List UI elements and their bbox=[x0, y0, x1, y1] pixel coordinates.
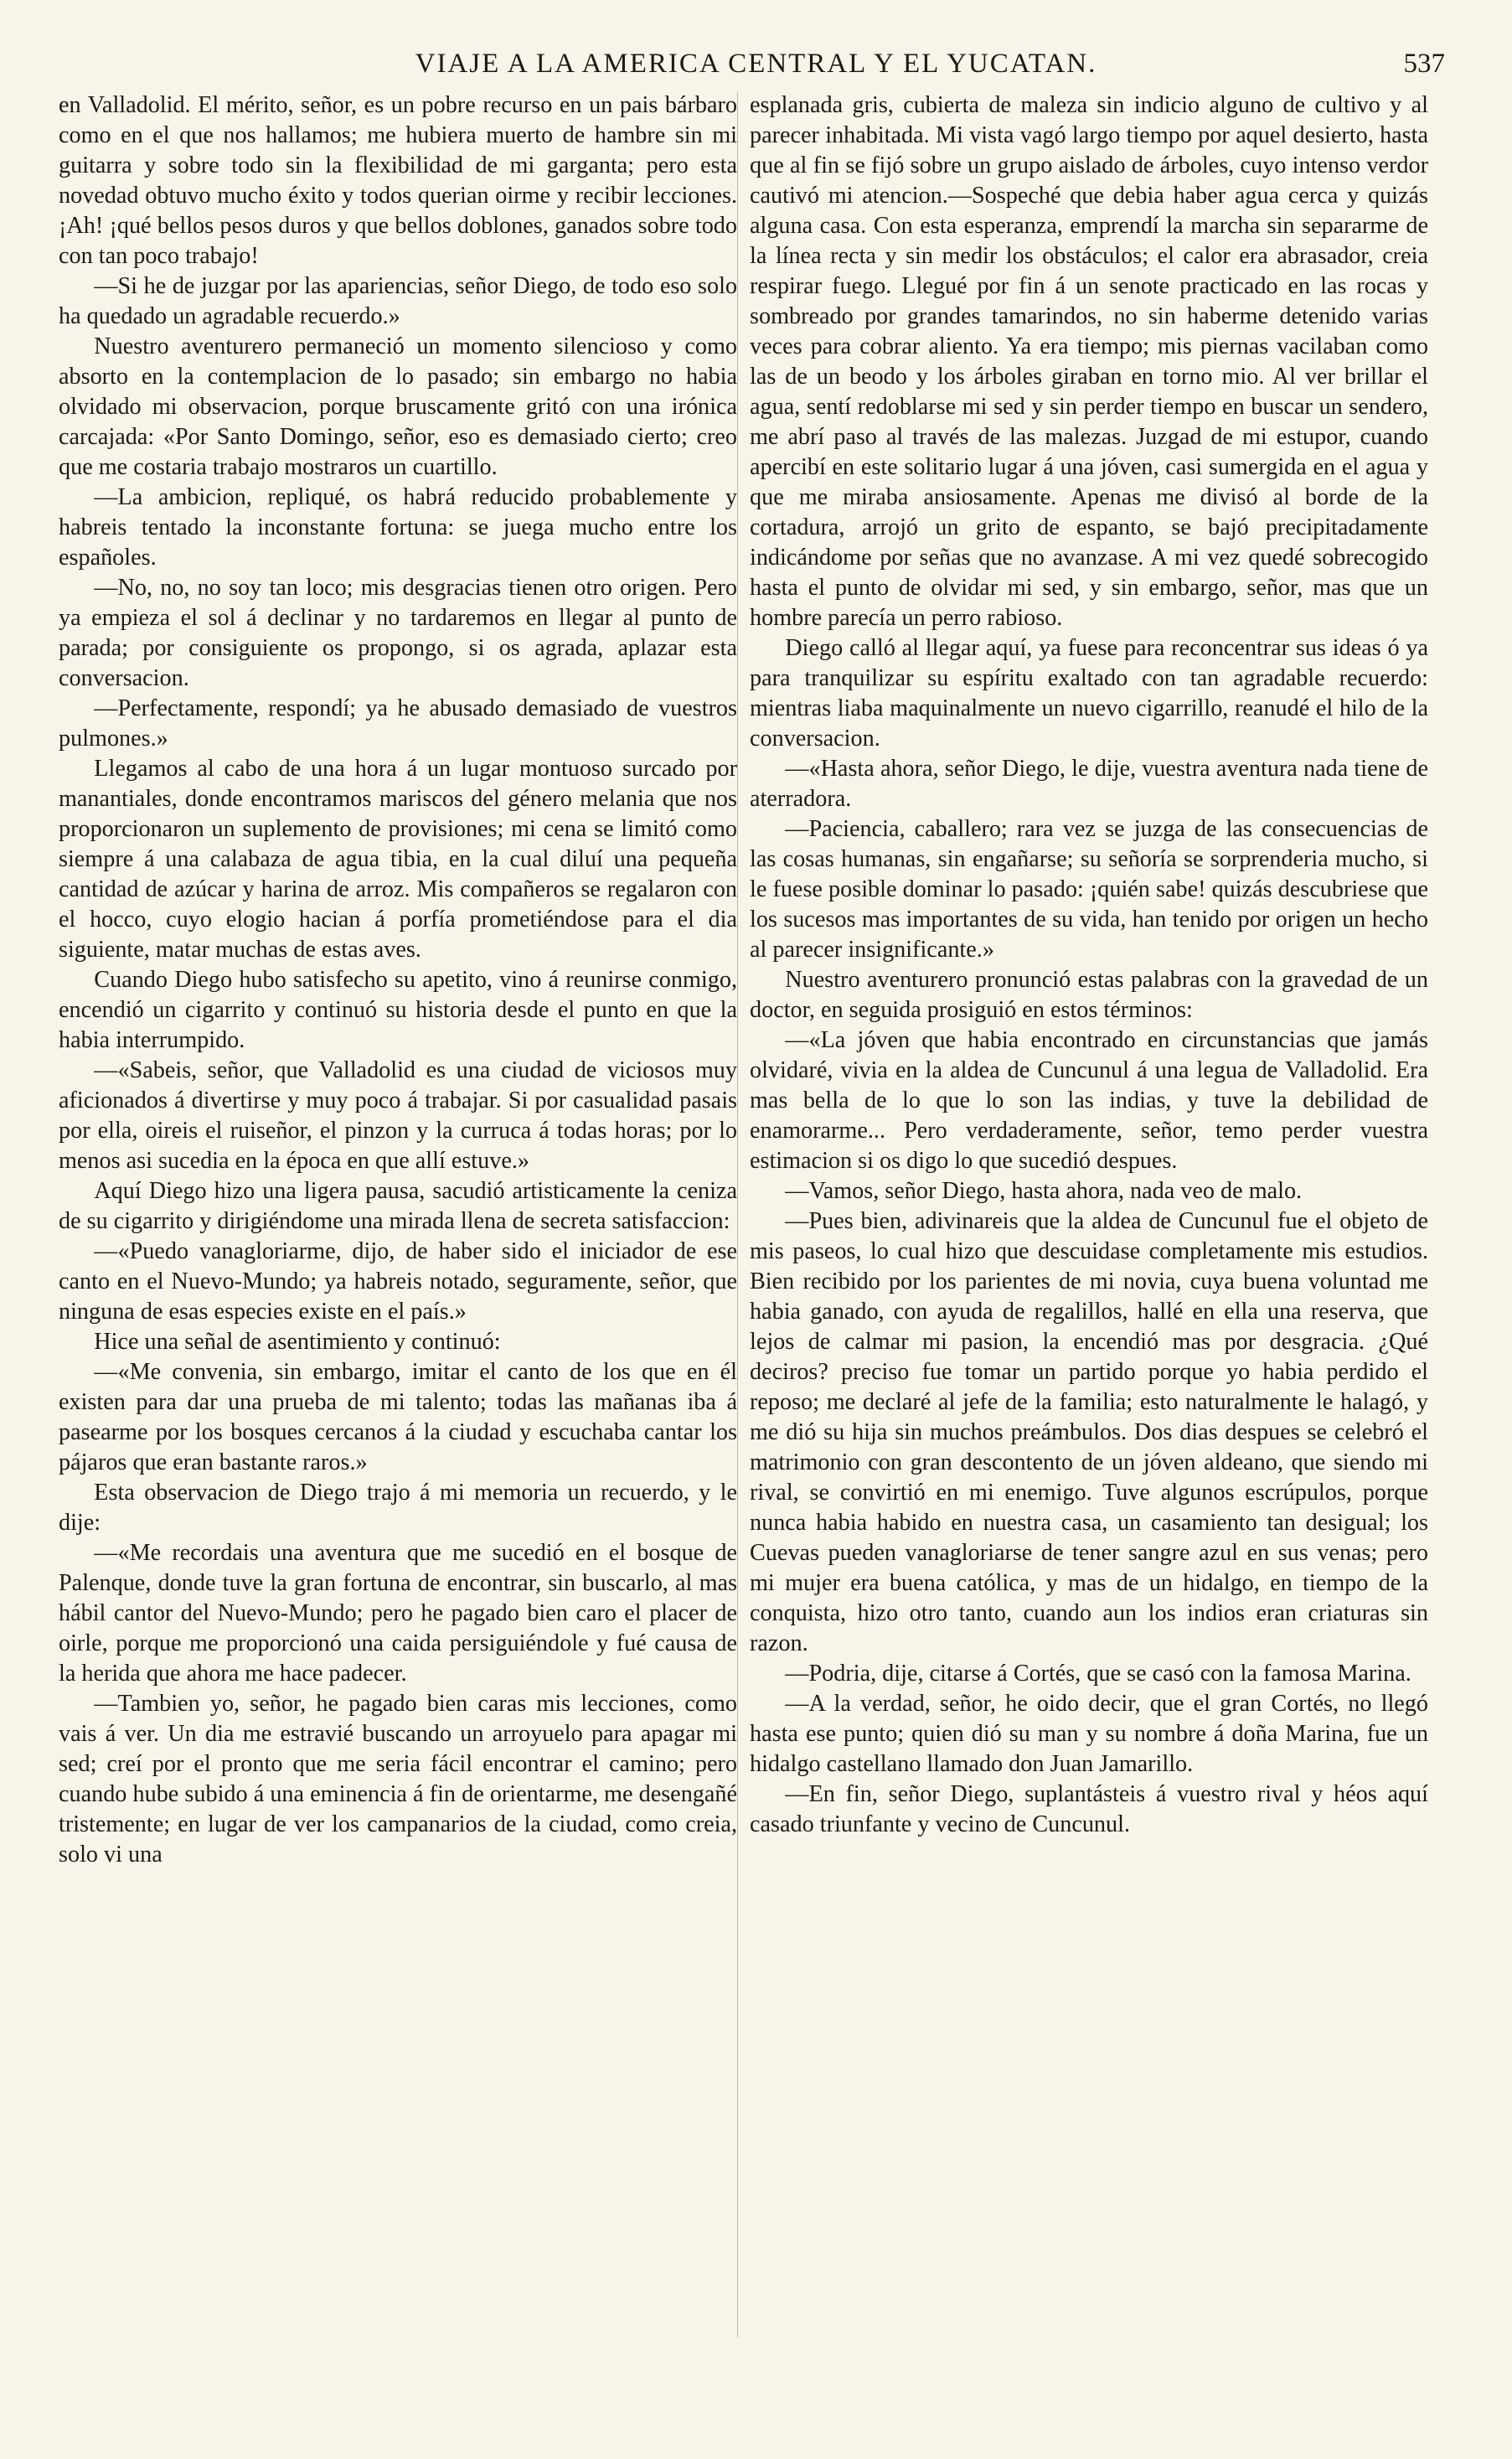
paragraph: esplanada gris, cubierta de maleza sin indicio alguno de cultivo y al parecer inhabitada. Mi vista vagó largo tiempo por aquel desierto, hasta que al fin se fijó sobre un grupo aislado de árboles, cuyo intenso verdor cautivó mi atencion.—Sospeché que debia haber agua cerca y quizás alguna casa. Con esta esperanza, emprendí la marcha sin separarme de la línea recta y sin medir los obstáculos; el calor era abrasador, creia respirar fuego. Llegué por fin á un senote practicado en las rocas y sombreado por grandes tamarindos, no sin haberme detenido varias veces para cobrar aliento. Ya era tiempo; mis piernas vacilaban como las de un beodo y los árboles giraban en torno mio. Al ver brillar el agua, sentí redoblarse mi sed y sin perder tiempo en buscar un sendero, me abrí paso al través de las malezas. Juzgad de mi estupor, cuando apercibí en este solitario lugar á una jóven, casi sumergida en el agua y que me miraba ansiosamente. Apenas me divisó al borde de la cortadura, arrojó un grito de espanto, se bajó precipitadamente indicándome por señas que no avanzase. A mi vez quedé sobrecogido hasta el punto de olvidar mi sed, y sin embargo, señor, mas que un hombre parecía un perro rabioso. bbox=[750, 92, 1428, 631]
left-column bbox=[59, 90, 737, 1870]
column-divider bbox=[737, 92, 738, 2338]
paragraph: en Valladolid. El mérito, señor, es un pobre recurso en un pais bárbaro como en el que nos hallamos; me hubiera muerto de hambre sin mi guitarra y sobre todo sin la flexibilidad de mi garganta; pero esta novedad obtuvo mucho éxito y todos querian oirme y recibir lecciones. ¡Ah! ¡qué bellos pesos duros y que bellos doblones, ganados sobre todo con tan poco trabajo! bbox=[59, 92, 737, 269]
paragraph: —«Hasta ahora, señor Diego, le dije, vuestra aventura nada tiene de aterradora. bbox=[750, 756, 1428, 812]
paragraph: Cuando Diego hubo satisfecho su apetito, vino á reunirse conmigo, encendió un cigarrito y continuó su historia desde el punto en que la habia interrumpido. bbox=[59, 967, 737, 1053]
paragraph: —En fin, señor Diego, suplantásteis á vuestro rival y héos aquí casado triunfante y vecino de Cuncunul. bbox=[750, 1781, 1428, 1837]
paragraph: —«Sabeis, señor, que Valladolid es una ciudad de viciosos muy aficionados á divertirse y muy poco á trabajar. Si por casualidad pasais por ella, oireis el ruiseñor, el pinzon y la curruca á todas horas; por lo menos asi sucedia en la época en que allí estuve.» bbox=[59, 1057, 737, 1174]
paragraph: —La ambicion, repliqué, os habrá reducido probablemente y habreis tentado la inconstante fortuna: se juega mucho entre los españoles. bbox=[59, 484, 737, 571]
paragraph: —«La jóven que habia encontrado en circunstancias que jamás olvidaré, vivia en la aldea de Cuncunul á una legua de Valladolid. Era mas bella de lo que lo son las indias, y tuve la debilidad de enamorarme... Pero verdaderamente, señor, temo perder vuestra estimacion si os digo lo que sucedió despues. bbox=[750, 1027, 1428, 1174]
paragraph: Hice una señal de asentimiento y continuó: bbox=[94, 1329, 501, 1355]
running-header bbox=[59, 49, 1453, 82]
paragraph: —A la verdad, señor, he oido decir, que el gran Cortés, no llegó hasta ese punto; quien dió su man y su nombre á doña Marina, fue un hidalgo castellano llamado don Juan Jamarillo. bbox=[750, 1691, 1428, 1777]
paragraph: —Pues bien, adivinareis que la aldea de Cuncunul fue el objeto de mis paseos, lo cual hizo que descuidase completamente mis estudios. Bien recibido por los parientes de mi novia, cuya buena voluntad me habia ganado, con ayuda de regalillos, hallé en ella una reserva, que lejos de calmar mi pasion, la encendió mas por desgracia. ¿Qué deciros? preciso fue tomar un partido porque yo habia perdido el reposo; me declaré al jefe de la familia; esto naturalmente le halagó, y me dió su hija sin muchos preámbulos. Dos dias despues se celebró el matrimonio con gran descontento de un jóven aldeano, que siendo mi rival, se convirtió en mi enemigo. Tuve algunos escrúpulos, porque nunca habia habido en nuestra casa, un casamiento tan desigual; los Cuevas pueden vanagloriarse de tener sangre azul en sus venas; pero mi mujer era buena católica, y mas de un hidalgo, en tiempo de la conquista, hizo otro tanto, cuando aun los indios eran criaturas sin razon. bbox=[750, 1208, 1428, 1656]
paragraph: —Vamos, señor Diego, hasta ahora, nada veo de malo. bbox=[785, 1178, 1303, 1204]
paragraph: Esta observacion de Diego trajo á mi memoria un recuerdo, y le dije: bbox=[59, 1480, 737, 1536]
page-header-title: VIAJE A LA AMERICA CENTRAL Y EL YUCATAN. bbox=[415, 49, 1097, 79]
paragraph: —Tambien yo, señor, he pagado bien caras mis lecciones, como vais á ver. Un dia me estravié buscando un arroyuelo para apagar mi sed; creí por el pronto que me seria fácil encontrar el camino; pero cuando hube subido á una eminencia á fin de orientarme, me desengañé tristemente; en lugar de ver los campanarios de la ciudad, como creia, solo vi una bbox=[59, 1691, 737, 1867]
paragraph: —Perfectamente, respondí; ya he abusado demasiado de vuestros pulmones.» bbox=[59, 695, 737, 752]
page-number: 537 bbox=[1403, 49, 1445, 79]
paragraph: —Si he de juzgar por las apariencias, señor Diego, de todo eso solo ha quedado un agradable recuerdo.» bbox=[59, 273, 737, 329]
paragraph: Aquí Diego hizo una ligera pausa, sacudió artisticamente la ceniza de su cigarrito y dirigiéndome una mirada llena de secreta satisfaccion: bbox=[59, 1178, 737, 1234]
paragraph: —Podria, dije, citarse á Cortés, que se casó con la famosa Marina. bbox=[785, 1661, 1411, 1687]
paragraph: Llegamos al cabo de una hora á un lugar montuoso surcado por manantiales, donde encontramos mariscos del género melania que nos proporcionaron un suplemento de provisiones; mi cena se limitó como siempre á una calabaza de agua tibia, en la cual diluí una pequeña cantidad de azúcar y harina de arroz. Mis compañeros se regalaron con el hocco, cuyo elogio hacian á porfía prometiéndose para el dia siguiente, matar muchas de estas aves. bbox=[59, 756, 737, 963]
paragraph: —«Me recordais una aventura que me sucedió en el bosque de Palenque, donde tuve la gran fortuna de encontrar, sin buscarlo, al mas hábil cantor del Nuevo-Mundo; pero he pagado bien caro el placer de oirle, porque me proporcionó una caida persiguiéndole y fué causa de la herida que ahora me hace padecer. bbox=[59, 1540, 737, 1687]
paragraph: —Paciencia, caballero; rara vez se juzga de las consecuencias de las cosas humanas, sin engañarse; su señoría se sorprenderia mucho, si le fuese posible dominar lo pasado: ¡quién sabe! quizás descubriese que los sucesos mas importantes de su vida, han tenido por origen un hecho al parecer insignificante.» bbox=[750, 816, 1428, 963]
paragraph: —«Me convenia, sin embargo, imitar el canto de los que en él existen para dar una prueba de mi talento; todas las mañanas iba á pasearme por los bosques cercanos á la ciudad y escuchaba cantar los pájaros que eran bastante raros.» bbox=[59, 1359, 737, 1475]
paragraph: Diego calló al llegar aquí, ya fuese para reconcentrar sus ideas ó ya para tranquilizar su espíritu exaltado con tan agradable recuerdo: mientras liaba maquinalmente un nuevo cigarrillo, reanudé el hilo de la conversacion. bbox=[750, 635, 1428, 752]
paragraph: —No, no, no soy tan loco; mis desgracias tienen otro origen. Pero ya empieza el sol á declinar y no tardaremos en llegar al punto de parada; por consiguiente os propongo, si os agrada, aplazar esta conversacion. bbox=[59, 575, 737, 691]
right-column bbox=[750, 90, 1428, 1840]
paragraph: Nuestro aventurero permaneció un momento silencioso y como absorto en la contemplacion de lo pasado; sin embargo no habia olvidado mi observacion, porque bruscamente gritó con una irónica carcajada: «Por Santo Domingo, señor, eso es demasiado cierto; creo que me costaria trabajo mostraros un cuartillo. bbox=[59, 333, 737, 480]
paragraph: Nuestro aventurero pronunció estas palabras con la gravedad de un doctor, en seguida prosiguió en estos términos: bbox=[750, 967, 1428, 1023]
paragraph: —«Puedo vanagloriarme, dijo, de haber sido el iniciador de ese canto en el Nuevo-Mundo; ya habreis notado, seguramente, señor, que ninguna de esas especies existe en el país.» bbox=[59, 1238, 737, 1325]
